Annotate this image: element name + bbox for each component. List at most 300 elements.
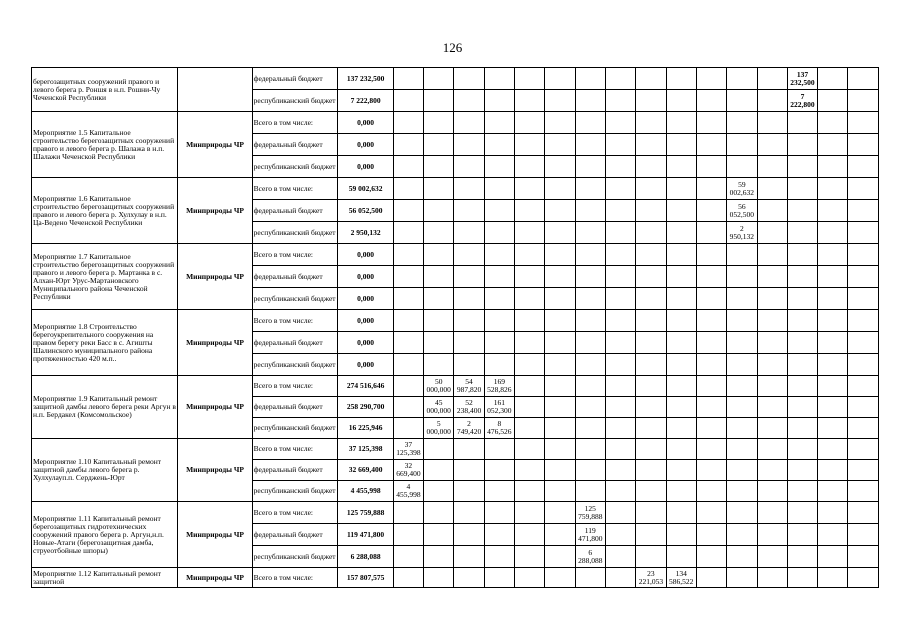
year-amount [636,200,666,222]
year-amount [515,376,545,397]
measure-name: Мероприятие 1.10 Капитальный ремонт защитной дамбы левого берега р. Хулхулауп.п. Серджень-Юрт [32,439,178,502]
year-amount [515,200,545,222]
year-amount [605,156,635,178]
year-amount [545,200,575,222]
year-amount [545,502,575,524]
year-amount [393,222,423,244]
year-amount [424,524,454,546]
year-amount [666,332,696,354]
year-amount [727,546,757,568]
year-amount: 161 052,300 [484,397,514,418]
year-amount [605,502,635,524]
year-amount [515,288,545,310]
year-amount [545,68,575,90]
year-amount [575,332,605,354]
year-amount [666,546,696,568]
year-amount [848,481,879,502]
year-amount [818,266,848,288]
measure-name: берегозащитных сооружений правого и левого берега р. Роншя в н.п. Рошни-Чу Чеченской Республики [32,68,178,112]
year-amount [727,418,757,439]
year-amount [848,112,879,134]
table-row [32,244,879,266]
total-amount: 0,000 [338,332,393,354]
year-amount [848,244,879,266]
year-amount: 8 476,526 [484,418,514,439]
year-amount [605,310,635,332]
year-amount: 6 288,088 [575,546,605,568]
total-amount: 32 669,400 [338,460,393,481]
year-amount: 169 528,826 [484,376,514,397]
year-amount [666,418,696,439]
funding-source: Всего в том числе: [252,112,338,134]
year-amount: 5 000,000 [424,418,454,439]
year-amount [666,90,696,112]
year-amount [454,222,484,244]
year-amount [424,288,454,310]
year-amount [666,376,696,397]
total-amount: 119 471,800 [338,524,393,546]
year-amount: 52 238,400 [454,397,484,418]
year-amount [545,112,575,134]
year-amount [666,222,696,244]
year-amount [454,524,484,546]
year-amount [727,90,757,112]
year-amount [575,244,605,266]
year-amount [636,134,666,156]
total-amount: 157 807,575 [338,568,393,588]
year-amount [454,481,484,502]
year-amount [727,481,757,502]
year-amount [787,156,817,178]
year-amount [605,266,635,288]
year-amount [757,439,787,460]
year-amount [787,376,817,397]
year-amount [515,524,545,546]
year-amount [818,244,848,266]
year-amount [787,481,817,502]
year-amount [696,439,726,460]
year-amount [636,546,666,568]
funding-source: федеральный бюджет [252,524,338,546]
year-amount [545,481,575,502]
responsible-executor [178,68,252,112]
year-amount [787,200,817,222]
year-amount [636,397,666,418]
budget-table [31,67,879,588]
year-amount [757,332,787,354]
total-amount: 16 225,946 [338,418,393,439]
year-amount [757,266,787,288]
year-amount [787,439,817,460]
year-amount [515,418,545,439]
year-amount [515,178,545,200]
year-amount [454,90,484,112]
funding-source: Всего в том числе: [252,502,338,524]
year-amount [848,418,879,439]
table-row [32,568,879,588]
year-amount [636,90,666,112]
year-amount [393,546,423,568]
year-amount [424,568,454,588]
year-amount [818,134,848,156]
responsible-executor: Минприроды ЧР [178,244,252,310]
year-amount [757,376,787,397]
year-amount [818,222,848,244]
year-amount [575,460,605,481]
year-amount [575,156,605,178]
year-amount [484,332,514,354]
year-amount [787,310,817,332]
year-amount [515,244,545,266]
year-amount [424,460,454,481]
year-amount [848,288,879,310]
year-amount [575,200,605,222]
year-amount [666,460,696,481]
year-amount [787,460,817,481]
year-amount [666,481,696,502]
year-amount [757,418,787,439]
funding-source: республиканский бюджет [252,418,338,439]
funding-source: республиканский бюджет [252,156,338,178]
year-amount [545,134,575,156]
table-row [32,376,879,397]
table-row [32,112,879,134]
total-amount: 0,000 [338,310,393,332]
year-amount [727,397,757,418]
responsible-executor: Минприроды ЧР [178,439,252,502]
measure-name: Мероприятие 1.8 Строительство берегоукрепительного сооружения на правом берегу реки Басс в с. Агишты Шалинского муниципального района протяженностью 420 м.п.. [32,310,178,376]
year-amount [787,546,817,568]
year-amount [818,354,848,376]
year-amount [575,266,605,288]
year-amount [787,266,817,288]
year-amount [727,502,757,524]
year-amount [818,397,848,418]
year-amount [696,332,726,354]
year-amount [393,68,423,90]
measure-name: Мероприятие 1.9 Капитальный ремонт защитной дамбы левого берега реки Аргун в н.п. Бердакел (Комсомольское) [32,376,178,439]
year-amount [454,354,484,376]
year-amount [515,397,545,418]
year-amount [393,502,423,524]
year-amount [515,332,545,354]
year-amount [727,266,757,288]
year-amount [575,481,605,502]
year-amount [454,460,484,481]
year-amount [757,354,787,376]
responsible-executor: Минприроды ЧР [178,568,252,588]
year-amount [818,178,848,200]
year-amount [515,310,545,332]
year-amount [727,112,757,134]
year-amount [454,134,484,156]
year-amount [787,397,817,418]
year-amount [848,68,879,90]
year-amount [484,112,514,134]
year-amount [545,244,575,266]
year-amount [696,68,726,90]
year-amount [545,397,575,418]
year-amount: 45 000,000 [424,397,454,418]
year-amount [424,266,454,288]
year-amount [515,266,545,288]
year-amount [424,90,454,112]
year-amount: 125 759,888 [575,502,605,524]
year-amount [605,244,635,266]
year-amount [696,568,726,588]
year-amount [605,68,635,90]
year-amount [666,156,696,178]
year-amount [727,354,757,376]
year-amount [727,568,757,588]
year-amount [393,200,423,222]
year-amount [727,134,757,156]
year-amount [393,178,423,200]
year-amount [454,439,484,460]
year-amount [818,68,848,90]
year-amount [575,288,605,310]
year-amount [393,266,423,288]
year-amount [575,222,605,244]
year-amount [484,310,514,332]
year-amount [424,502,454,524]
year-amount [787,244,817,266]
year-amount [515,568,545,588]
year-amount [605,178,635,200]
year-amount: 134 586,522 [666,568,696,588]
year-amount [393,244,423,266]
year-amount [727,439,757,460]
year-amount [727,376,757,397]
year-amount [727,288,757,310]
year-amount: 119 471,800 [575,524,605,546]
year-amount [454,112,484,134]
year-amount [666,266,696,288]
total-amount: 0,000 [338,354,393,376]
year-amount [696,244,726,266]
year-amount [393,134,423,156]
total-amount: 137 232,500 [338,68,393,90]
year-amount [848,546,879,568]
year-amount [757,178,787,200]
year-amount: 7 222,800 [787,90,817,112]
year-amount [636,354,666,376]
year-amount [575,178,605,200]
year-amount [545,439,575,460]
year-amount [848,90,879,112]
year-amount [545,546,575,568]
year-amount [636,418,666,439]
year-amount [484,481,514,502]
year-amount [454,288,484,310]
year-amount [696,266,726,288]
year-amount [605,354,635,376]
year-amount [424,481,454,502]
year-amount [454,178,484,200]
year-amount [393,90,423,112]
year-amount [818,310,848,332]
table-row [32,439,879,460]
year-amount [696,200,726,222]
year-amount [757,112,787,134]
year-amount: 137 232,500 [787,68,817,90]
year-amount [696,178,726,200]
year-amount [484,134,514,156]
year-amount [636,68,666,90]
year-amount [818,90,848,112]
year-amount [545,90,575,112]
year-amount [848,134,879,156]
year-amount [636,502,666,524]
year-amount [818,481,848,502]
year-amount [393,376,423,397]
year-amount [757,568,787,588]
year-amount [848,502,879,524]
year-amount [575,90,605,112]
year-amount [484,354,514,376]
funding-source: федеральный бюджет [252,68,338,90]
year-amount [757,310,787,332]
responsible-executor: Минприроды ЧР [178,112,252,178]
year-amount [787,112,817,134]
year-amount: 32 669,400 [393,460,423,481]
funding-source: Всего в том числе: [252,310,338,332]
year-amount [605,418,635,439]
year-amount [848,222,879,244]
funding-source: Всего в том числе: [252,568,338,588]
year-amount [757,502,787,524]
measure-name: Мероприятие 1.12 Капитальный ремонт защитной [32,568,178,588]
year-amount [787,178,817,200]
year-amount [454,332,484,354]
year-amount [787,354,817,376]
year-amount [636,332,666,354]
year-amount [545,568,575,588]
year-amount [818,568,848,588]
year-amount [666,244,696,266]
funding-source: Всего в том числе: [252,244,338,266]
year-amount [484,524,514,546]
year-amount [757,68,787,90]
year-amount [545,524,575,546]
year-amount [636,439,666,460]
year-amount [757,90,787,112]
year-amount [454,68,484,90]
year-amount [545,418,575,439]
year-amount [848,524,879,546]
budget-table-body [32,68,879,588]
total-amount: 59 002,632 [338,178,393,200]
year-amount [484,266,514,288]
measure-name: Мероприятие 1.6 Капитальное строительство берегозащитных сооружений правого и левого берега р. Хулхулау в н.п. Ца-Ведено Чеченской Республики [32,178,178,244]
year-amount [696,460,726,481]
year-amount [393,156,423,178]
year-amount [787,134,817,156]
measure-name: Мероприятие 1.11 Капитальный ремонт берегозащитных гидротехнических сооружений правого берега р. Аргун,н.п. Новые-Атаги (берегозащитная дамба, струеотбойные шпоры) [32,502,178,568]
year-amount [454,546,484,568]
year-amount [848,460,879,481]
year-amount [636,481,666,502]
year-amount [545,310,575,332]
year-amount [696,310,726,332]
year-amount [727,310,757,332]
year-amount [818,418,848,439]
year-amount [424,244,454,266]
year-amount [393,332,423,354]
year-amount [454,568,484,588]
year-amount [848,376,879,397]
year-amount [666,288,696,310]
year-amount [424,112,454,134]
year-amount [757,546,787,568]
year-amount [393,418,423,439]
year-amount [515,222,545,244]
year-amount: 50 000,000 [424,376,454,397]
year-amount [848,439,879,460]
year-amount [636,244,666,266]
year-amount [515,112,545,134]
funding-source: федеральный бюджет [252,266,338,288]
year-amount [757,222,787,244]
year-amount [848,332,879,354]
year-amount [727,332,757,354]
funding-source: Всего в том числе: [252,178,338,200]
year-amount [696,418,726,439]
year-amount [605,524,635,546]
year-amount [575,354,605,376]
year-amount [424,222,454,244]
funding-source: республиканский бюджет [252,222,338,244]
year-amount [757,244,787,266]
year-amount [727,68,757,90]
measure-name: Мероприятие 1.7 Капитальное строительство берегозащитных сооружений правого и левого берега р. Мартанка в с. Алхан-Юрт Урус-Мартановского Муниципального района Чеченской Республики [32,244,178,310]
year-amount [484,568,514,588]
year-amount [848,568,879,588]
year-amount [666,200,696,222]
table-row [32,68,879,90]
year-amount [848,266,879,288]
year-amount [818,502,848,524]
year-amount [545,354,575,376]
year-amount [666,310,696,332]
year-amount [727,244,757,266]
year-amount [484,200,514,222]
year-amount [454,266,484,288]
year-amount [484,68,514,90]
year-amount [545,460,575,481]
table-row [32,310,879,332]
year-amount [575,568,605,588]
year-amount [727,156,757,178]
page-number: 126 [442,40,463,55]
table-row [32,502,879,524]
year-amount [454,200,484,222]
year-amount [848,397,879,418]
year-amount [605,332,635,354]
year-amount [696,156,726,178]
year-amount [484,178,514,200]
year-amount [454,310,484,332]
year-amount [605,112,635,134]
year-amount [575,376,605,397]
year-amount [515,481,545,502]
funding-source: Всего в том числе: [252,376,338,397]
year-amount [424,178,454,200]
year-amount [454,156,484,178]
year-amount [454,244,484,266]
year-amount [545,266,575,288]
responsible-executor: Минприроды ЧР [178,310,252,376]
